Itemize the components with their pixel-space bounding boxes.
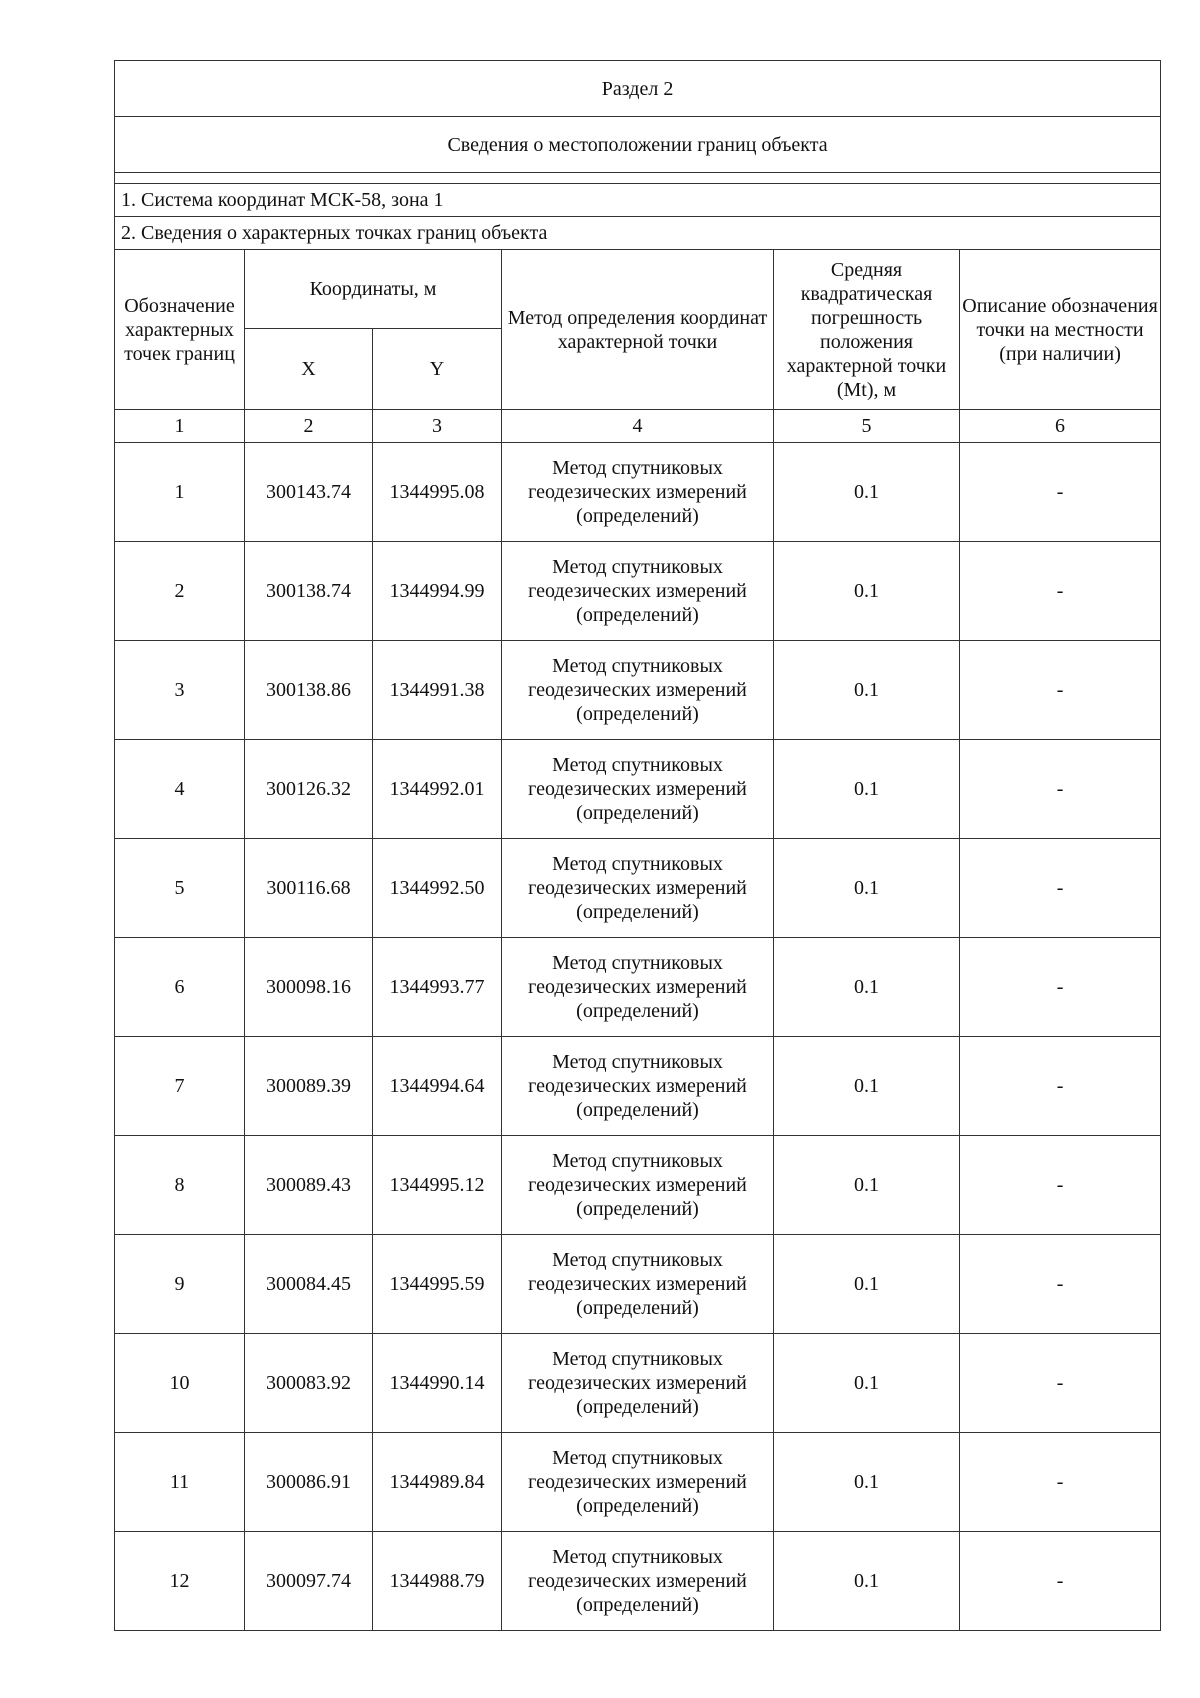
description-cell: -	[960, 542, 1161, 641]
point-number: 4	[115, 740, 245, 839]
header-error: Средняя квадратическая погрешность положения характерной точки (Mt), м	[774, 250, 960, 410]
point-number: 3	[115, 641, 245, 740]
method-cell: Метод спутниковых геодезических измерений (определений)	[502, 1136, 774, 1235]
error-cell: 0.1	[774, 839, 960, 938]
table-row	[115, 1433, 1161, 1532]
coord-y: 1344992.01	[373, 740, 502, 839]
description-cell: -	[960, 938, 1161, 1037]
method-cell: Метод спутниковых геодезических измерений (определений)	[502, 1037, 774, 1136]
error-cell: 0.1	[774, 542, 960, 641]
coord-x: 300097.74	[245, 1532, 373, 1631]
error-cell: 0.1	[774, 1334, 960, 1433]
point-number: 12	[115, 1532, 245, 1631]
point-number: 2	[115, 542, 245, 641]
description-cell: -	[960, 740, 1161, 839]
column-number: 1	[115, 410, 245, 443]
coord-y: 1344995.12	[373, 1136, 502, 1235]
table-row	[115, 938, 1161, 1037]
column-number: 4	[502, 410, 774, 443]
divider	[115, 173, 1161, 184]
coord-x: 300126.32	[245, 740, 373, 839]
coord-x: 300116.68	[245, 839, 373, 938]
table-row	[115, 1334, 1161, 1433]
error-cell: 0.1	[774, 1037, 960, 1136]
coord-x: 300143.74	[245, 443, 373, 542]
method-cell: Метод спутниковых геодезических измерений (определений)	[502, 1235, 774, 1334]
column-number-row	[115, 410, 1161, 443]
table-row	[115, 740, 1161, 839]
coord-x: 300138.74	[245, 542, 373, 641]
header-coordinates: Координаты, м	[245, 250, 502, 329]
error-cell: 0.1	[774, 1433, 960, 1532]
coord-y: 1344994.64	[373, 1037, 502, 1136]
method-cell: Метод спутниковых геодезических измерений (определений)	[502, 740, 774, 839]
points-heading: 2. Сведения о характерных точках границ объекта	[115, 217, 1161, 250]
coord-system-line: 1. Система координат МСК-58, зона 1	[115, 184, 1161, 217]
method-cell: Метод спутниковых геодезических измерений (определений)	[502, 1433, 774, 1532]
column-number: 3	[373, 410, 502, 443]
point-number: 1	[115, 443, 245, 542]
table-row	[115, 1235, 1161, 1334]
coord-x: 300084.45	[245, 1235, 373, 1334]
document-title: Сведения о местоположении границ объекта	[115, 117, 1161, 173]
description-cell: -	[960, 1037, 1161, 1136]
boundary-table	[114, 60, 1161, 1631]
point-number: 8	[115, 1136, 245, 1235]
point-number: 9	[115, 1235, 245, 1334]
coord-y: 1344995.08	[373, 443, 502, 542]
coord-x: 300098.16	[245, 938, 373, 1037]
coord-x: 300083.92	[245, 1334, 373, 1433]
coord-x: 300089.39	[245, 1037, 373, 1136]
table-row	[115, 1136, 1161, 1235]
point-number: 11	[115, 1433, 245, 1532]
coord-y: 1344991.38	[373, 641, 502, 740]
column-number: 2	[245, 410, 373, 443]
column-number: 5	[774, 410, 960, 443]
error-cell: 0.1	[774, 1136, 960, 1235]
description-cell: -	[960, 1136, 1161, 1235]
description-cell: -	[960, 1235, 1161, 1334]
method-cell: Метод спутниковых геодезических измерений (определений)	[502, 938, 774, 1037]
coord-x: 300138.86	[245, 641, 373, 740]
section-heading: Раздел 2	[115, 61, 1161, 117]
error-cell: 0.1	[774, 938, 960, 1037]
coord-y: 1344990.14	[373, 1334, 502, 1433]
point-number: 5	[115, 839, 245, 938]
table-row	[115, 839, 1161, 938]
table-row	[115, 542, 1161, 641]
description-cell: -	[960, 839, 1161, 938]
coord-y: 1344995.59	[373, 1235, 502, 1334]
description-cell: -	[960, 1532, 1161, 1631]
coord-x: 300086.91	[245, 1433, 373, 1532]
table-row	[115, 443, 1161, 542]
coord-y: 1344993.77	[373, 938, 502, 1037]
point-number: 7	[115, 1037, 245, 1136]
document-sheet	[114, 60, 1160, 1631]
header-designation: Обозначение характерных точек границ	[115, 250, 245, 410]
coord-y: 1344994.99	[373, 542, 502, 641]
header-y: Y	[373, 329, 502, 410]
coord-y: 1344989.84	[373, 1433, 502, 1532]
method-cell: Метод спутниковых геодезических измерений (определений)	[502, 542, 774, 641]
header-x: X	[245, 329, 373, 410]
error-cell: 0.1	[774, 1532, 960, 1631]
table-row	[115, 641, 1161, 740]
coord-y: 1344992.50	[373, 839, 502, 938]
method-cell: Метод спутниковых геодезических измерений (определений)	[502, 839, 774, 938]
header-method: Метод определения координат характерной точки	[502, 250, 774, 410]
table-row	[115, 1037, 1161, 1136]
description-cell: -	[960, 1433, 1161, 1532]
description-cell: -	[960, 641, 1161, 740]
description-cell: -	[960, 1334, 1161, 1433]
point-number: 6	[115, 938, 245, 1037]
method-cell: Метод спутниковых геодезических измерений (определений)	[502, 641, 774, 740]
error-cell: 0.1	[774, 443, 960, 542]
column-number: 6	[960, 410, 1161, 443]
description-cell: -	[960, 443, 1161, 542]
error-cell: 0.1	[774, 740, 960, 839]
coord-y: 1344988.79	[373, 1532, 502, 1631]
method-cell: Метод спутниковых геодезических измерений (определений)	[502, 1334, 774, 1433]
error-cell: 0.1	[774, 641, 960, 740]
method-cell: Метод спутниковых геодезических измерений (определений)	[502, 443, 774, 542]
error-cell: 0.1	[774, 1235, 960, 1334]
table-row	[115, 1532, 1161, 1631]
coord-x: 300089.43	[245, 1136, 373, 1235]
header-description: Описание обозначения точки на местности (при наличии)	[960, 250, 1161, 410]
point-number: 10	[115, 1334, 245, 1433]
method-cell: Метод спутниковых геодезических измерений (определений)	[502, 1532, 774, 1631]
